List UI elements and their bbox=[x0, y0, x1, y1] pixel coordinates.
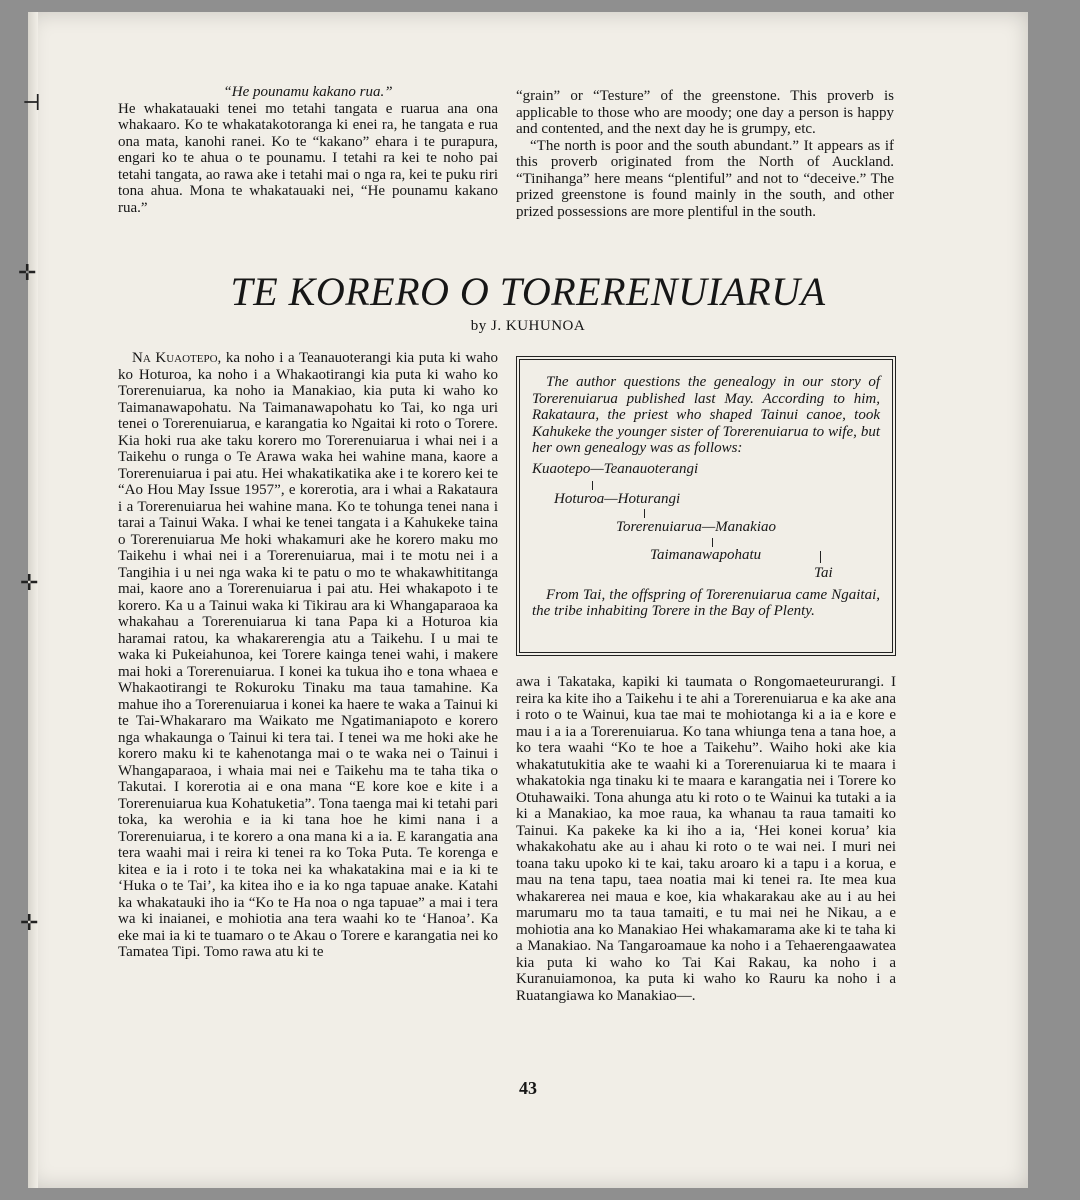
magazine-page bbox=[18, 12, 1028, 1188]
proverb-english-para-1: “grain” or “Testure” of the greenstone. This proverb is applicable to those who are moody; one day a person is happy and contented, and the next day he is grumpy, etc. bbox=[516, 88, 894, 137]
proverb-english-para-2: “The north is poor and the south abundant.” It appears as if this proverb originated from the North of Auckland. “Tinihanga” here means “plentiful” and not to “deceive.” The prized greenstone is found mainly in the south, and other prized possessions are more plentiful in the south. bbox=[516, 137, 894, 220]
genealogy-outro: From Tai, the offspring of Torerenuiarua came Ngaitai, the tribe inhabiting Torere in the Bay of Plenty. bbox=[532, 586, 880, 619]
page-number: 43 bbox=[519, 1078, 537, 1098]
genealogy-connector bbox=[644, 509, 645, 518]
genealogy-chart bbox=[532, 461, 880, 581]
genealogy-connector bbox=[592, 481, 593, 490]
page-crease bbox=[28, 12, 38, 1188]
proverb-maori-column bbox=[118, 84, 498, 216]
article-left-text: ka noho i a Teanauoterangi kia puta ki waho ko Hoturoa, ka noho i a Whakaotirangi kia puta ki waho ko Torerenuiarua, ka noho ia Manakiao, kia puta ki waho ko Taimanawapohatu. Na Taimanawapohatu ko Tai, ko nga uri tenei o Torerenuiarua, e karangatia ko Ngaitai ki roto o Torere. Kia hoki rua ake taku korero mo Torerenuiarua i whai nei i a Taikehu o runga o Te Arawa waka hei wahine mana, kaore a Torerenuiarua i pai atu. Hei whakatikatika ake i te korero kei te “Ao Hou May Issue 1957”, e korerotia, ara i whai a Rakataura i a Torerenuiarua hei wahine mana. Ko te tohunga tenei nana i tarai a Tainui Waka. I whai ke tenei tangata i a Kahukeke taina o Torerenuiarua Me hoki whakamuri ake he korero maku mo Taikehu i whai nei i a Torerenuiarua, mai i te motu nei i a Tangihia i u nei nga waka ki te patu o mo te whakawhititanga mai, kaore ano a Torerenuiarua i pai atu. Hei whakapoto i te korero. Ka u a Tainui waka ki Tikirau ara ki Whangaparaoa ka whakahau a Torerenuiarua ki tana Papa ki a Hoturoa kia haramai ratou, ka whakarerengia atu a Taikehu. I u mai te waka ki Pukeiahunoa, kei Torere kainga tenei wahi, i makere mai hoki a Torerenuiarua. I konei ka tukua iho e tona whaea e Whakaotirangi te Rokuroku Tinaku ma taua tamahine. Ka mahue iho a Torerenuiarua i konei ka haere te waka a Tainui ki te Tai-Whakararo ma Waikato me Ngatimaniapoto e korero nga whakaunga o Tainui ki tera tai. I tenei wa me hoki ake he korero maku ki te kahenotanga mai o te waka nei o Tainui i Whangaparaoa, i whaia mai nei e Taikehu ma te taha tika o Takutai. I korerotia ai e ona mana “E kore koe e kite i a Torerenuiarua kua Kohatuketia”. Tona taenga mai ki tetahi pari toka, ka werohia e ia ki tana hoe he kimi nana i a Torerenuiarua, i te korero a ona mana ki a ia. E karangatia ana tera waahi mai i reira ki tenei ra ko Toka Puta. Te korenga e kitea e ia i roto i te toka nei ka whakatakina mai e ia ki te ‘Huka o te Tai’, ka kitea iho e ia ko nga tapuae anake. Katahi ka whakatauki iho ia “Ko te Ha noa o nga tapuae” a mai i tera wa ki inaianei, e mohiotia ana tera waahi ko te ‘Hanoa’. Ka eke mai ia ki te tuamaro o te Akau o Torere e karangatia nei ko Tamatea Tipi. Tomo rawa atu ki te bbox=[118, 350, 498, 960]
article-right-column bbox=[516, 674, 896, 1004]
genealogy-intro: The author questions the genealogy in our story of Torerenuiarua published last May. According to him, Rakataura, the priest who shaped Tainui canoe, took Kahukeke the younger sister of Torerenuiarua to wife, but her own genealogy was as follows: bbox=[532, 374, 880, 456]
binding-mark: ✛ bbox=[20, 910, 39, 935]
genealogy-line-3: Torerenuiarua—Manakiao bbox=[616, 518, 777, 535]
article-byline: by J. KUHUNOA bbox=[470, 318, 586, 334]
genealogy-connector bbox=[712, 538, 713, 547]
genealogy-line-2: Hoturoa—Hoturangi bbox=[554, 490, 681, 507]
article-title: TE KORERO O TORERENUIARUA bbox=[230, 269, 826, 314]
genealogy-line-4: Taimanawapohatu bbox=[650, 546, 762, 563]
binding-mark: ⊣ bbox=[22, 90, 41, 115]
proverb-maori-text: He whakatauaki tenei mo tetahi tangata e ruarua ana ona whakaaro. Ko te whakatakotoranga ki enei ra, he tangata e rua ona mata, kanohi ranei. Ko te “kakano” ehara i te purapura, engari ko te ahua o te pounamu. I tetahi ra kei te noho pai tetahi tangata, ao rawa ake i tetahi mai o nga ra, kei te puku riri tona ahua. Mona te whakatauaki nei, “He pounamu kakano rua.” bbox=[118, 100, 498, 216]
proverb-title: “He pounamu kakano rua.” bbox=[223, 84, 393, 100]
article-left-column bbox=[118, 350, 498, 961]
binding-mark: ✛ bbox=[20, 570, 39, 595]
binding-mark: ✛ bbox=[18, 260, 37, 285]
genealogy-line-1: Kuaotepo—Teanauoterangi bbox=[532, 460, 699, 477]
article-right-text: awa i Takataka, kapiki ki taumata o Rongomaeteururangi. I reira ka kite iho a Taikehu i te ahi a Torerenuiarua e ka ake ana i roto o te Wainui, kua tae mai te mohiotanga ki a ia e kore e mau i a ia a Torerenuiarua. Ko tana whiunga tena a tana hoe, a ko tera waahi “Ko te hoe a Taikehu”. Waiho hoki ake kia whakatutukitia ake te waahi ki a Torerenuiarua ki te maara i whakatokia nga tinaku ki te maara e karangatia nei i Torere ko Otuhawaiki. Tona ahunga atu ki roto o te Wainui ka tutaki a ia ki a Manakiao, ka moe raua, ka whanau ta raua tamaiti ko Tainui. Ka pakeke ka ki iho a ia, ‘Hei konei korua’ kia whakakohatu ake au i ahau ki roto o te wai nei. I muri nei toana taku upoko ki te kai, taku aroaro ki a tapu i a korua, e mau na tena tapu, taea noatia mai ki tenei ra. Ite mea kua whakarerea nei maua e koe, kia whakarakau ake au i au hei marumaru mo ta taua tamaiti, e tu mai nei he Nikau, a e mohiotia ana ko Manakiao Hei whakamarama ake ki te taha ki a Manakiao. Na Tangaroamaue ka noho i a Tehaerengaawatea kia puta ki waho ko Tai Kai Rakau, ka noho i a Kuranuiamonoa, ka puta ki waho ko Rauru ka noho i a Ruatangiawa ko Manakiao—. bbox=[516, 674, 896, 1004]
genealogy-connector bbox=[820, 551, 821, 563]
genealogy-box bbox=[516, 356, 896, 656]
proverb-english-column bbox=[516, 88, 894, 220]
article-lead: Na Kuaotepo, bbox=[132, 350, 222, 366]
genealogy-line-5: Tai bbox=[814, 564, 833, 581]
